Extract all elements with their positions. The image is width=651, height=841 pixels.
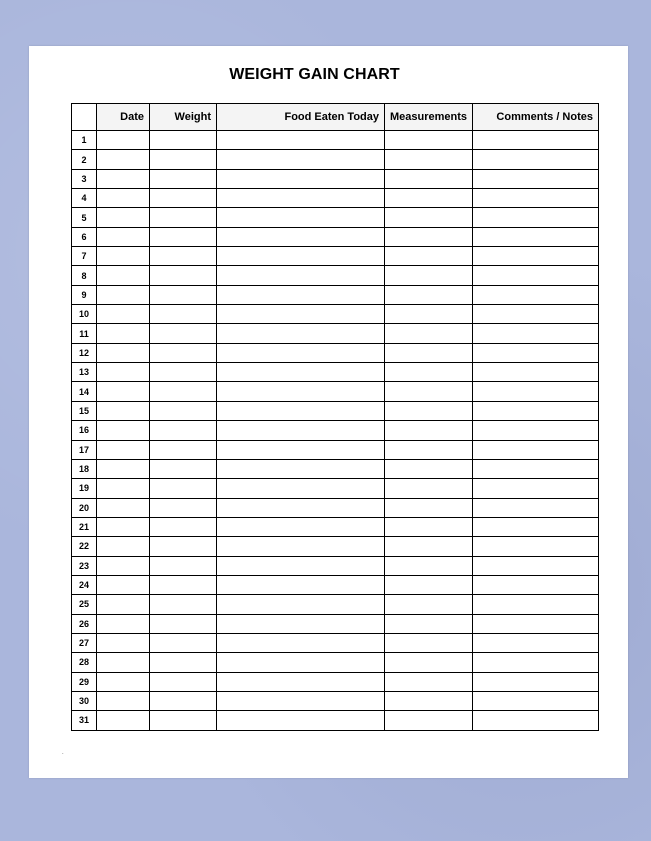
comments-notes-cell[interactable]	[473, 440, 599, 459]
table-row	[72, 440, 599, 459]
row-number: 28	[72, 653, 97, 672]
food-eaten-cell[interactable]	[217, 343, 385, 362]
measurements-cell[interactable]	[385, 556, 473, 575]
weight-cell[interactable]	[150, 575, 217, 594]
weight-cell[interactable]	[150, 421, 217, 440]
weight-cell[interactable]	[150, 537, 217, 556]
date-cell[interactable]	[97, 131, 150, 150]
food-eaten-cell[interactable]	[217, 266, 385, 285]
comments-notes-cell[interactable]	[473, 227, 599, 246]
date-column-header: Date	[97, 104, 150, 131]
row-number: 14	[72, 382, 97, 401]
comments-notes-cell[interactable]	[473, 343, 599, 362]
table-row	[72, 517, 599, 536]
weight-cell[interactable]	[150, 459, 217, 478]
comments-notes-cell[interactable]	[473, 401, 599, 420]
food-eaten-cell[interactable]	[217, 247, 385, 266]
row-number: 17	[72, 440, 97, 459]
weight-cell[interactable]	[150, 711, 217, 730]
date-cell[interactable]	[97, 575, 150, 594]
row-number: 15	[72, 401, 97, 420]
date-cell[interactable]	[97, 285, 150, 304]
food-eaten-cell[interactable]	[217, 363, 385, 382]
table-row	[72, 711, 599, 730]
date-cell[interactable]	[97, 401, 150, 420]
measurements-cell[interactable]	[385, 305, 473, 324]
food-eaten-cell[interactable]	[217, 150, 385, 169]
weight-cell[interactable]	[150, 189, 217, 208]
comments-notes-cell[interactable]	[473, 633, 599, 652]
measurements-cell[interactable]	[385, 131, 473, 150]
weight-cell[interactable]	[150, 324, 217, 343]
weight-cell[interactable]	[150, 653, 217, 672]
comments-notes-cell[interactable]	[473, 537, 599, 556]
weight-cell[interactable]	[150, 401, 217, 420]
weight-cell[interactable]	[150, 517, 217, 536]
comments-notes-cell[interactable]	[473, 247, 599, 266]
comments-notes-cell[interactable]	[473, 672, 599, 691]
food-eaten-cell[interactable]	[217, 169, 385, 188]
measurements-cell[interactable]	[385, 633, 473, 652]
date-cell[interactable]	[97, 189, 150, 208]
row-number: 31	[72, 711, 97, 730]
comments-notes-cell[interactable]	[473, 208, 599, 227]
date-cell[interactable]	[97, 672, 150, 691]
row-number: 26	[72, 614, 97, 633]
food-eaten-cell[interactable]	[217, 517, 385, 536]
table-row	[72, 614, 599, 633]
comments-notes-cell[interactable]	[473, 266, 599, 285]
comments-notes-cell[interactable]	[473, 691, 599, 710]
date-cell[interactable]	[97, 343, 150, 362]
weight-cell[interactable]	[150, 479, 217, 498]
measurements-cell[interactable]	[385, 614, 473, 633]
page-title: WEIGHT GAIN CHART	[229, 66, 400, 83]
row-number: 21	[72, 517, 97, 536]
date-cell[interactable]	[97, 305, 150, 324]
table-row	[72, 498, 599, 517]
comments-notes-cell[interactable]	[473, 169, 599, 188]
table-row	[72, 653, 599, 672]
food-eaten-cell[interactable]	[217, 421, 385, 440]
date-cell[interactable]	[97, 150, 150, 169]
food-eaten-cell[interactable]	[217, 131, 385, 150]
date-cell[interactable]	[97, 247, 150, 266]
weight-cell[interactable]	[150, 208, 217, 227]
date-cell[interactable]	[97, 421, 150, 440]
measurements-cell[interactable]	[385, 653, 473, 672]
table-row	[72, 189, 599, 208]
row-number: 12	[72, 343, 97, 362]
row-number: 22	[72, 537, 97, 556]
date-cell[interactable]	[97, 479, 150, 498]
comments-notes-cell[interactable]	[473, 595, 599, 614]
measurements-cell[interactable]	[385, 537, 473, 556]
measurements-cell[interactable]	[385, 227, 473, 246]
measurements-column-header: Measurements	[385, 104, 473, 131]
comments-notes-cell[interactable]	[473, 479, 599, 498]
weight-cell[interactable]	[150, 672, 217, 691]
table-row	[72, 363, 599, 382]
measurements-cell[interactable]	[385, 150, 473, 169]
row-number: 11	[72, 324, 97, 343]
measurements-cell[interactable]	[385, 691, 473, 710]
date-cell[interactable]	[97, 537, 150, 556]
row-number: 2	[72, 150, 97, 169]
measurements-cell[interactable]	[385, 440, 473, 459]
table-row	[72, 421, 599, 440]
date-cell[interactable]	[97, 440, 150, 459]
row-number: 19	[72, 479, 97, 498]
row-number: 18	[72, 459, 97, 478]
date-cell[interactable]	[97, 633, 150, 652]
food-eaten-column-header: Food Eaten Today	[217, 104, 385, 131]
row-number: 10	[72, 305, 97, 324]
footnote: .	[62, 750, 64, 756]
comments-notes-cell[interactable]	[473, 498, 599, 517]
table-row	[72, 266, 599, 285]
weight-cell[interactable]	[150, 363, 217, 382]
food-eaten-cell[interactable]	[217, 305, 385, 324]
date-cell[interactable]	[97, 691, 150, 710]
measurements-cell[interactable]	[385, 479, 473, 498]
row-number: 30	[72, 691, 97, 710]
date-cell[interactable]	[97, 653, 150, 672]
row-number: 24	[72, 575, 97, 594]
food-eaten-cell[interactable]	[217, 672, 385, 691]
chart-sheet	[29, 46, 628, 778]
food-eaten-cell[interactable]	[217, 382, 385, 401]
measurements-cell[interactable]	[385, 169, 473, 188]
table-row	[72, 343, 599, 362]
comments-notes-cell[interactable]	[473, 575, 599, 594]
row-number: 13	[72, 363, 97, 382]
row-number: 6	[72, 227, 97, 246]
date-cell[interactable]	[97, 614, 150, 633]
food-eaten-cell[interactable]	[217, 595, 385, 614]
food-eaten-cell[interactable]	[217, 691, 385, 710]
comments-notes-cell[interactable]	[473, 382, 599, 401]
weight-cell[interactable]	[150, 266, 217, 285]
weight-cell[interactable]	[150, 285, 217, 304]
food-eaten-cell[interactable]	[217, 633, 385, 652]
table-row	[72, 150, 599, 169]
measurements-cell[interactable]	[385, 324, 473, 343]
weight-cell[interactable]	[150, 247, 217, 266]
date-cell[interactable]	[97, 556, 150, 575]
table-row	[72, 227, 599, 246]
date-cell[interactable]	[97, 382, 150, 401]
row-number: 9	[72, 285, 97, 304]
weight-cell[interactable]	[150, 633, 217, 652]
weight-cell[interactable]	[150, 169, 217, 188]
comments-notes-cell[interactable]	[473, 150, 599, 169]
comments-notes-cell[interactable]	[473, 421, 599, 440]
weight-cell[interactable]	[150, 595, 217, 614]
table-row	[72, 633, 599, 652]
row-number: 27	[72, 633, 97, 652]
table-row	[72, 556, 599, 575]
table-row	[72, 595, 599, 614]
food-eaten-cell[interactable]	[217, 653, 385, 672]
date-cell[interactable]	[97, 169, 150, 188]
weight-cell[interactable]	[150, 556, 217, 575]
food-eaten-cell[interactable]	[217, 285, 385, 304]
measurements-cell[interactable]	[385, 382, 473, 401]
measurements-cell[interactable]	[385, 575, 473, 594]
row-number: 20	[72, 498, 97, 517]
food-eaten-cell[interactable]	[217, 440, 385, 459]
table-body	[72, 131, 599, 731]
table-row	[72, 131, 599, 150]
row-number: 4	[72, 189, 97, 208]
comments-notes-column-header: Comments / Notes	[473, 104, 599, 131]
measurements-cell[interactable]	[385, 401, 473, 420]
weight-cell[interactable]	[150, 227, 217, 246]
measurements-cell[interactable]	[385, 517, 473, 536]
weight-cell[interactable]	[150, 498, 217, 517]
table-row	[72, 247, 599, 266]
food-eaten-cell[interactable]	[217, 556, 385, 575]
table-row	[72, 575, 599, 594]
comments-notes-cell[interactable]	[473, 305, 599, 324]
date-cell[interactable]	[97, 517, 150, 536]
row-number: 16	[72, 421, 97, 440]
row-number: 25	[72, 595, 97, 614]
row-number: 29	[72, 672, 97, 691]
food-eaten-cell[interactable]	[217, 227, 385, 246]
table-row	[72, 208, 599, 227]
weight-cell[interactable]	[150, 131, 217, 150]
header-row	[72, 104, 599, 131]
table-row	[72, 672, 599, 691]
food-eaten-cell[interactable]	[217, 537, 385, 556]
measurements-cell[interactable]	[385, 672, 473, 691]
comments-notes-cell[interactable]	[473, 363, 599, 382]
food-eaten-cell[interactable]	[217, 711, 385, 730]
measurements-cell[interactable]	[385, 189, 473, 208]
row-number: 5	[72, 208, 97, 227]
comments-notes-cell[interactable]	[473, 517, 599, 536]
row-number: 7	[72, 247, 97, 266]
measurements-cell[interactable]	[385, 343, 473, 362]
measurements-cell[interactable]	[385, 247, 473, 266]
weight-cell[interactable]	[150, 343, 217, 362]
food-eaten-cell[interactable]	[217, 459, 385, 478]
date-cell[interactable]	[97, 324, 150, 343]
date-cell[interactable]	[97, 363, 150, 382]
table-row	[72, 537, 599, 556]
measurements-cell[interactable]	[385, 363, 473, 382]
weight-cell[interactable]	[150, 150, 217, 169]
comments-notes-cell[interactable]	[473, 189, 599, 208]
table-row	[72, 324, 599, 343]
row-number: 23	[72, 556, 97, 575]
measurements-cell[interactable]	[385, 208, 473, 227]
date-cell[interactable]	[97, 711, 150, 730]
weight-cell[interactable]	[150, 614, 217, 633]
comments-notes-cell[interactable]	[473, 556, 599, 575]
measurements-cell[interactable]	[385, 285, 473, 304]
row-number-header	[72, 104, 97, 131]
table-row	[72, 285, 599, 304]
food-eaten-cell[interactable]	[217, 498, 385, 517]
row-number: 8	[72, 266, 97, 285]
measurements-cell[interactable]	[385, 421, 473, 440]
measurements-cell[interactable]	[385, 459, 473, 478]
date-cell[interactable]	[97, 266, 150, 285]
table-row	[72, 479, 599, 498]
weight-gain-table	[71, 103, 599, 731]
food-eaten-cell[interactable]	[217, 575, 385, 594]
date-cell[interactable]	[97, 208, 150, 227]
date-cell[interactable]	[97, 498, 150, 517]
food-eaten-cell[interactable]	[217, 208, 385, 227]
food-eaten-cell[interactable]	[217, 324, 385, 343]
table-row	[72, 382, 599, 401]
row-number: 3	[72, 169, 97, 188]
weight-cell[interactable]	[150, 382, 217, 401]
comments-notes-cell[interactable]	[473, 131, 599, 150]
measurements-cell[interactable]	[385, 266, 473, 285]
row-number: 1	[72, 131, 97, 150]
table-row	[72, 459, 599, 478]
date-cell[interactable]	[97, 595, 150, 614]
weight-cell[interactable]	[150, 691, 217, 710]
table-row	[72, 691, 599, 710]
food-eaten-cell[interactable]	[217, 614, 385, 633]
food-eaten-cell[interactable]	[217, 189, 385, 208]
comments-notes-cell[interactable]	[473, 459, 599, 478]
weight-cell[interactable]	[150, 305, 217, 324]
measurements-cell[interactable]	[385, 595, 473, 614]
date-cell[interactable]	[97, 227, 150, 246]
comments-notes-cell[interactable]	[473, 614, 599, 633]
measurements-cell[interactable]	[385, 498, 473, 517]
comments-notes-cell[interactable]	[473, 285, 599, 304]
table-row	[72, 169, 599, 188]
table-row	[72, 401, 599, 420]
comments-notes-cell[interactable]	[473, 324, 599, 343]
food-eaten-cell[interactable]	[217, 401, 385, 420]
date-cell[interactable]	[97, 459, 150, 478]
food-eaten-cell[interactable]	[217, 479, 385, 498]
comments-notes-cell[interactable]	[473, 653, 599, 672]
measurements-cell[interactable]	[385, 711, 473, 730]
weight-column-header: Weight	[150, 104, 217, 131]
weight-cell[interactable]	[150, 440, 217, 459]
table-row	[72, 305, 599, 324]
comments-notes-cell[interactable]	[473, 711, 599, 730]
